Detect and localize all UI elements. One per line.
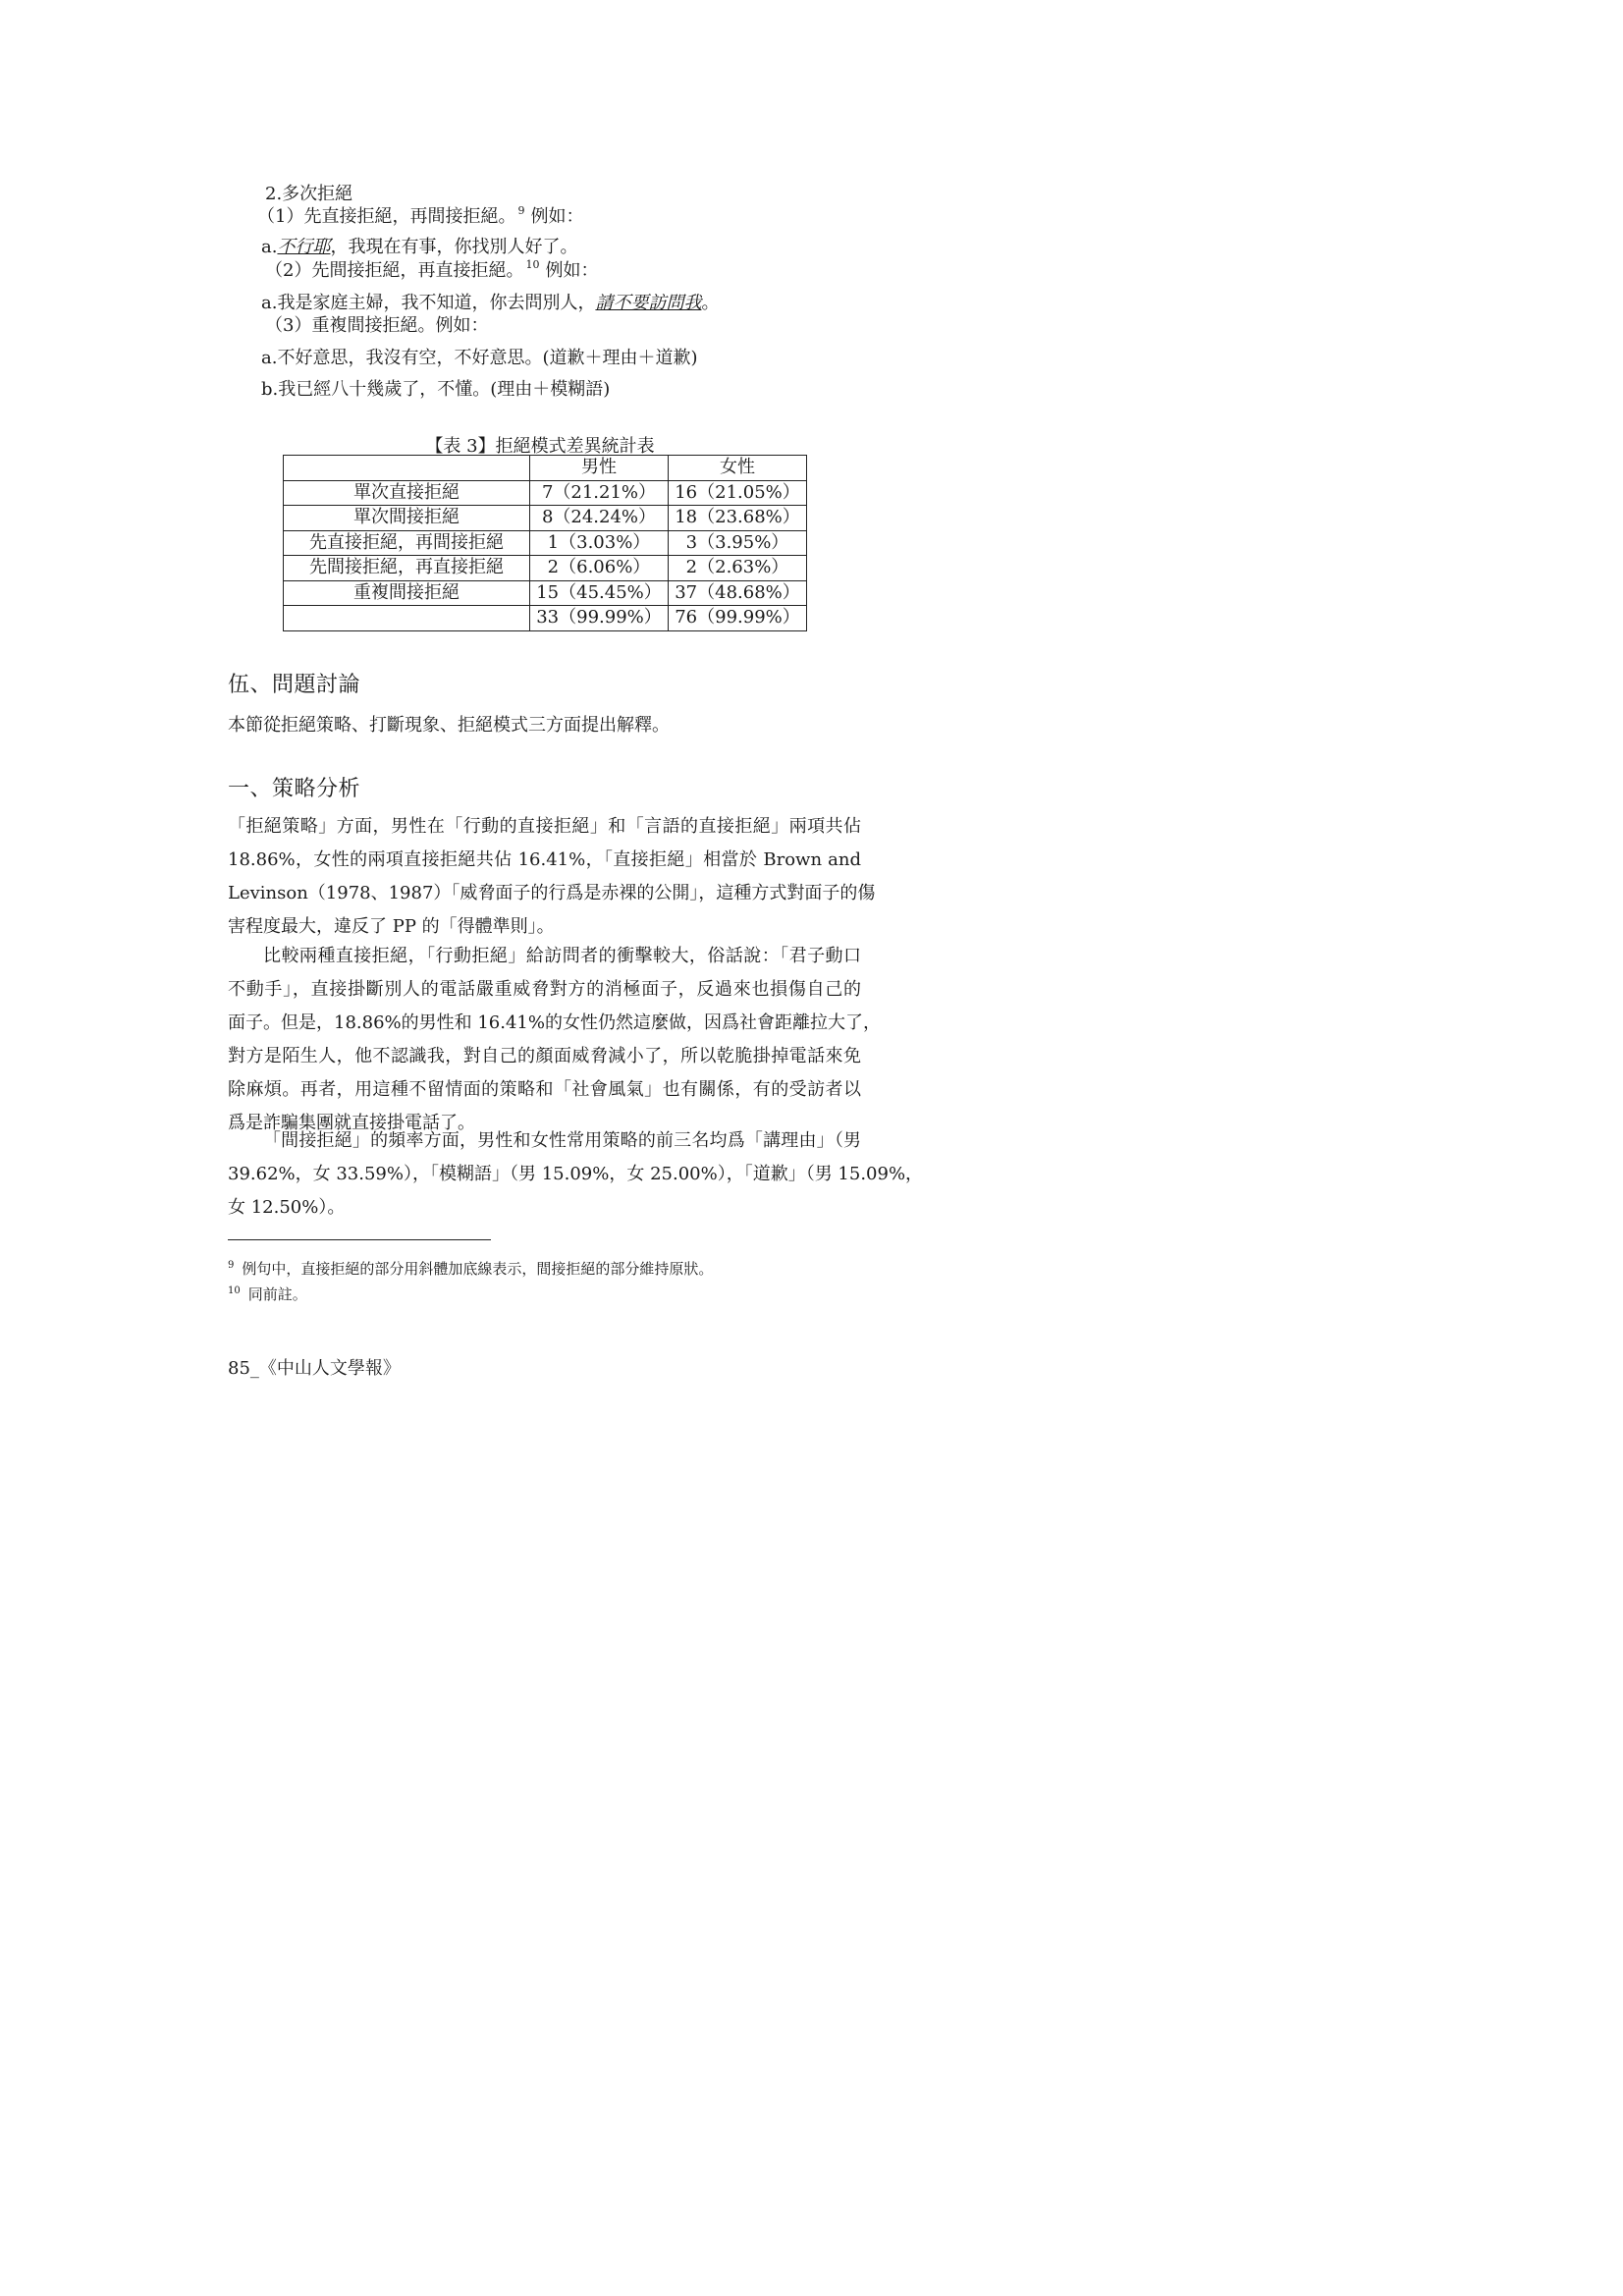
table-row [284, 530, 807, 556]
list-item-1 [257, 205, 583, 231]
paragraph-line: 爲是詐騙集團就直接掛電話了。 [228, 1113, 475, 1133]
page-footer: 85_《中山人文學報》 [228, 1358, 401, 1379]
table-cell: 76（99.99%） [669, 606, 807, 631]
paragraph-3 [228, 1124, 924, 1225]
table-cell: 2（2.63%） [669, 556, 807, 581]
subsection-title: 一、策略分析 [228, 777, 361, 801]
footnote-divider [228, 1239, 491, 1240]
table-cell: 33（99.99%） [530, 606, 669, 631]
footnote-ref-10: 10 [525, 258, 540, 271]
footnote-10 [228, 1282, 307, 1304]
table-caption: 【表 3】拒絕模式差異統計表 [425, 436, 655, 457]
table-row [284, 480, 807, 506]
direct-refusal-emphasis: 請不要訪問我 [595, 293, 702, 313]
section-intro: 本節從拒絕策略、打斷現象、拒絕模式三方面提出解釋。 [228, 715, 670, 736]
table-cell: 7（21.21%） [530, 480, 669, 506]
paragraph-line: Levinson（1978、1987）「威脅面子的行爲是赤裸的公開」，這種方式對面子的傷 [228, 883, 876, 903]
table-cell: 先間接拒絕，再直接拒絕 [284, 556, 530, 581]
table-cell: 3（3.95%） [669, 530, 807, 556]
list-item-3: （3）重複間接拒絕。例如： [265, 315, 489, 336]
subheading-multi-refusal: 2.多次拒絕 [265, 184, 353, 204]
footnote-text: 例句中，直接拒絕的部分用斜體加底線表示，間接拒絕的部分維持原狀。 [242, 1260, 714, 1278]
table-cell: 1（3.03%） [530, 530, 669, 556]
paragraph-line: 女 12.50%）。 [228, 1197, 346, 1218]
paragraph-line: 除麻煩。再者，用這種不留情面的策略和「社會風氣」也有關係，有的受訪者以 [228, 1079, 861, 1100]
paragraph-line: 害程度最大，違反了 PP 的「得體準則」。 [228, 916, 555, 937]
list-item-1-label: （1）先直接拒絕，再間接拒絕。 [257, 206, 516, 227]
table-header-cell: 男性 [530, 456, 669, 481]
footnote-number: 10 [228, 1285, 241, 1296]
section-title: 伍、問題討論 [228, 673, 361, 697]
footnote-ref-9: 9 [517, 204, 525, 217]
table-row [284, 580, 807, 606]
example-3b: b.我已經八十幾歲了，不懂。(理由＋模糊語) [261, 379, 611, 400]
example-1a [261, 236, 577, 259]
table-cell: 先直接拒絕，再間接拒絕 [284, 530, 530, 556]
footnote-9 [228, 1256, 713, 1279]
list-item-2-after: 例如： [545, 260, 599, 281]
footnote-number: 9 [228, 1260, 235, 1271]
paragraph-line: 「拒絕策略」方面，男性在「行動的直接拒絕」和「言語的直接拒絕」兩項共佔 [228, 816, 861, 837]
table-cell: 37（48.68%） [669, 580, 807, 606]
table-header-cell: 女性 [669, 456, 807, 481]
table-cell: 15（45.45%） [530, 580, 669, 606]
example-end: 。 [701, 293, 720, 313]
table-cell: 單次直接拒絕 [284, 480, 530, 506]
table-header-row [284, 456, 807, 481]
table-row [284, 556, 807, 581]
example-text: ，我現在有事，你找別人好了。 [330, 237, 578, 257]
table-cell [284, 606, 530, 631]
paragraph-1 [228, 810, 876, 944]
paragraph-2 [228, 940, 881, 1140]
refusal-pattern-table [283, 455, 807, 631]
paragraph-line: 對方是陌生人，他不認識我，對自己的顏面威脅減小了，所以乾脆掛掉電話來免 [228, 1046, 861, 1066]
table-header-cell [284, 456, 530, 481]
table-cell: 重複間接拒絕 [284, 580, 530, 606]
paragraph-line: 18.86%，女性的兩項直接拒絕共佔 16.41%，「直接拒絕」相當於 Brown and [228, 849, 861, 870]
table-cell: 8（24.24%） [530, 506, 669, 531]
table-cell: 18（23.68%） [669, 506, 807, 531]
example-3a: a.不好意思，我沒有空，不好意思。(道歉＋理由＋道歉) [261, 348, 698, 368]
table-cell: 16（21.05%） [669, 480, 807, 506]
table-cell: 單次間接拒絕 [284, 506, 530, 531]
table-cell: 2（6.06%） [530, 556, 669, 581]
paragraph-line: 面子。但是，18.86%的男性和 16.41%的女性仍然這麼做，因爲社會距離拉大了， [228, 1012, 881, 1033]
example-2a [261, 292, 719, 315]
table-row [284, 506, 807, 531]
paragraph-line: 39.62%，女 33.59%），「模糊語」（男 15.09%，女 25.00%），「道歉」（男 15.09%， [228, 1164, 924, 1184]
list-item-1-after: 例如： [530, 206, 584, 227]
example-prefix: a. [261, 237, 278, 257]
list-item-2-label: （2）先間接拒絕，再直接拒絕。 [265, 260, 524, 281]
table-row [284, 606, 807, 631]
direct-refusal-emphasis: 不行耶 [277, 237, 331, 257]
paragraph-line: 不動手」，直接掛斷別人的電話嚴重威脅對方的消極面子，反過來也損傷自己的 [228, 979, 861, 1000]
list-item-2 [265, 259, 598, 285]
example-text: a.我是家庭主婦，我不知道，你去問別人， [261, 293, 596, 313]
paragraph-line: 比較兩種直接拒絕，「行動拒絕」給訪問者的衝擊較大，俗話說：「君子動口 [263, 946, 861, 966]
paragraph-line: 「間接拒絕」的頻率方面，男性和女性常用策略的前三名均爲「講理由」（男 [263, 1130, 861, 1151]
footnote-text: 同前註。 [247, 1285, 307, 1303]
